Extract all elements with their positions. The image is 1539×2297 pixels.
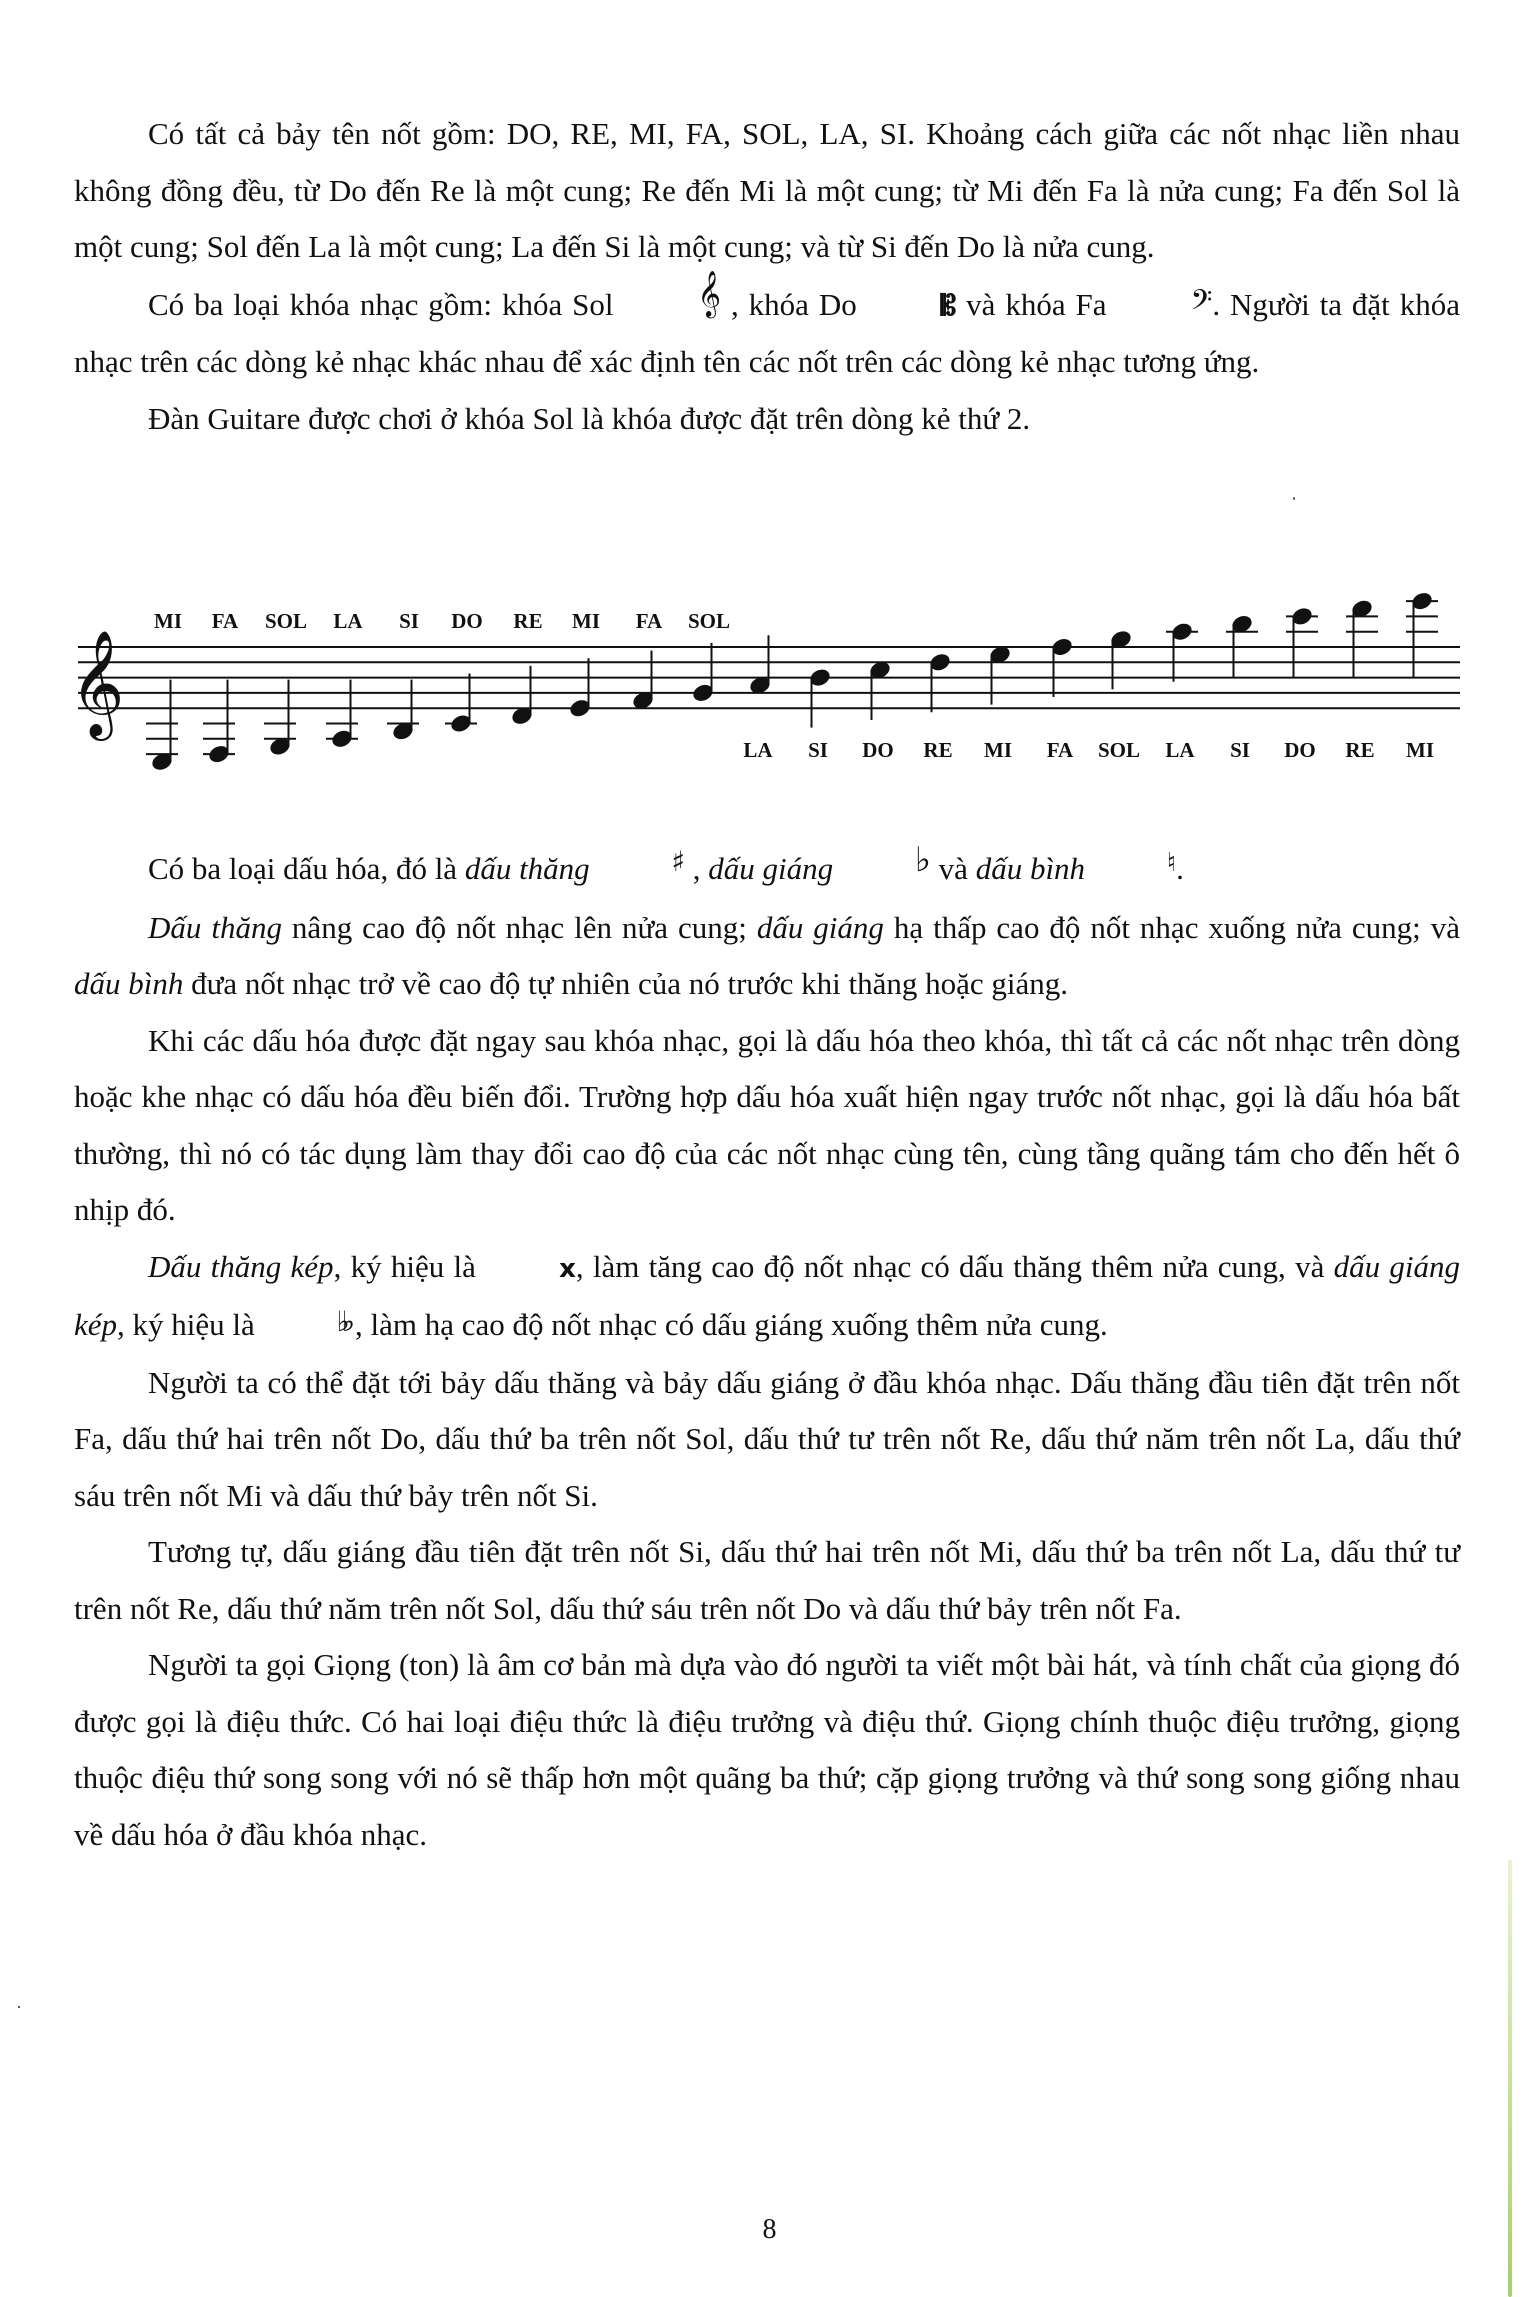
note-re xyxy=(928,651,952,712)
scan-speck xyxy=(18,2006,20,2008)
paragraph-p1 xyxy=(74,106,1460,276)
lower-note-label: DO xyxy=(862,738,894,762)
text-run: đưa nốt nhạc trở về cao độ tự nhiên của nó trước khi thăng hoặc giáng. xyxy=(183,966,1068,1001)
text-run: Đàn Guitare được chơi ở khóa Sol là khóa được đặt trên dòng kẻ thứ 2. xyxy=(148,400,1031,436)
note-sol xyxy=(264,680,296,758)
text-run: Tương tự, dấu giáng đầu tiên đặt trên nốt Si, dấu thứ hai trên nốt Mi, dấu thứ ba trên nốt La, dấu thứ tư trên nốt Re, dấu thứ năm trên nốt Sol, dấu thứ sáu trên nốt Do và dấu thứ bảy trên nốt Fa. xyxy=(74,1534,1460,1626)
upper-note-label: SI xyxy=(399,609,419,633)
text-run xyxy=(590,851,598,886)
italic-term: Dấu thăng kép xyxy=(148,1248,334,1284)
text-run: Người ta gọi Giọng (ton) là âm cơ bản mà dựa vào đó người ta viết một bài hát, và tính chất của giọng đó được gọi là điệu thức. Có hai loại điệu thức là điệu trưởng và điệu thứ. Giọng chính thuộc điệu trưởng, giọng thuộc điệu thứ song song với nó sẽ thấp hơn một quãng ba thứ; cặp giọng trưởng và thứ song song giống nhau về dấu hóa ở đầu khóa nhạc. xyxy=(74,1647,1460,1852)
italic-term: dấu giáng kép xyxy=(74,1248,1460,1342)
natural-icon: ♮ xyxy=(1166,848,1177,878)
note-si xyxy=(1226,613,1258,678)
lower-note-label: SOL xyxy=(1097,738,1141,762)
text-run: Có ba loại khóa nhạc gồm: khóa Sol xyxy=(148,286,624,322)
upper-note-label: SOL xyxy=(687,609,731,633)
text-run: và xyxy=(930,851,976,886)
sharp-icon: ♯ xyxy=(671,845,685,878)
flat-icon: ♭ xyxy=(914,840,931,880)
lower-note-label: FA xyxy=(1046,738,1074,762)
upper-note-label: FA xyxy=(635,609,663,633)
paragraph-p7 xyxy=(74,1239,1460,1355)
note-re xyxy=(510,666,534,727)
paragraph-p4 xyxy=(74,840,1460,900)
double-flat-icon: ♭♭ xyxy=(336,1305,347,1338)
text-run: , ký hiệu là xyxy=(117,1307,263,1342)
text-run: . Người ta đặt khóa nhạc trên các dòng kẻ nhạc khác nhau để xác định tên các nốt trên các dòng kẻ nhạc tương ứng. xyxy=(74,286,1460,379)
upper-note-label: DO xyxy=(451,609,483,633)
paragraph-p5 xyxy=(74,900,1460,1013)
text-run xyxy=(833,851,841,886)
text-run: hạ thấp cao độ nốt nhạc xuống nửa cung; và xyxy=(883,909,1460,945)
note-sol xyxy=(691,643,715,704)
upper-note-label: MI xyxy=(154,609,182,633)
paragraph-p3 xyxy=(74,391,1460,448)
text-run: Có tất cả bảy tên nốt gồm: DO, RE, MI, FA, SOL, LA, SI. Khoảng cách giữa các nốt nhạc liền nhau không đồng đều, từ Do đến Re là một cung; Re đến Mi là một cung; từ Mi đến Fa là nửa cung; Fa đến Sol là một cung; Sol đến La là một cung; La đến Si là một cung; và từ Si đến Do là nửa cung. xyxy=(74,116,1460,264)
note-mi xyxy=(988,644,1012,705)
note-do xyxy=(868,659,892,720)
lower-note-label: DO xyxy=(1284,738,1316,762)
italic-term: dấu bình xyxy=(975,851,1086,886)
lower-note-label: SI xyxy=(1230,738,1250,762)
text-block-bottom xyxy=(74,840,1460,1863)
text-block-top xyxy=(74,106,1460,447)
note-si xyxy=(808,667,832,728)
lower-note-label: RE xyxy=(1345,738,1375,762)
paragraph-p2 xyxy=(74,270,1460,391)
paragraph-p9 xyxy=(74,1524,1460,1637)
italic-term: dấu bình xyxy=(74,966,184,1001)
upper-note-label: FA xyxy=(211,609,239,633)
lower-note-label: LA xyxy=(743,738,773,762)
paragraph-p6 xyxy=(74,1013,1460,1239)
text-run: , làm tăng cao độ nốt nhạc có dấu thăng thêm nửa cung, và xyxy=(575,1248,1334,1284)
lower-note-label: MI xyxy=(984,738,1012,762)
text-run: , xyxy=(685,851,709,886)
italic-term: dấu giáng xyxy=(708,851,834,886)
lower-note-label: MI xyxy=(1406,738,1434,762)
note-la xyxy=(748,635,772,696)
text-run xyxy=(1085,851,1093,886)
page-edge-shadow xyxy=(1508,1860,1512,2297)
music-staff xyxy=(0,570,1539,800)
treble-clef-icon: 𝄞 xyxy=(70,629,125,736)
upper-note-label: SOL xyxy=(264,609,308,633)
paragraph-p10 xyxy=(74,1637,1460,1863)
bass-clef-icon: 𝄢 xyxy=(1190,283,1213,324)
double-sharp-icon: x xyxy=(559,1253,576,1284)
text-run: và khóa Fa xyxy=(956,286,1117,322)
text-run: Người ta có thể đặt tới bảy dấu thăng và bảy dấu giáng ở đầu khóa nhạc. Dấu thăng đầu tiên đặt trên nốt Fa, dấu thứ hai trên nốt Do, dấu thứ ba trên nốt Sol, dấu thứ tư trên nốt Re, dấu thứ năm trên nốt La, dấu thứ sáu trên nốt Mi và dấu thứ bảy trên nốt Si. xyxy=(74,1364,1460,1513)
italic-term: Dấu thăng xyxy=(148,909,282,945)
note-la xyxy=(326,680,358,750)
lower-note-label: RE xyxy=(923,738,953,762)
paragraph-p8 xyxy=(74,1355,1460,1525)
text-run: Có ba loại dấu hóa, đó là xyxy=(148,851,465,886)
lower-note-label: SI xyxy=(808,738,828,762)
note-do xyxy=(445,674,477,735)
text-run: , ký hiệu là xyxy=(333,1248,486,1284)
text-run: . xyxy=(1176,851,1184,886)
treble-clef-icon: 𝄞 xyxy=(697,270,722,317)
upper-note-label: MI xyxy=(572,609,600,633)
note-re xyxy=(1346,598,1378,678)
italic-term: dấu giáng xyxy=(756,909,884,945)
note-fa xyxy=(631,651,655,712)
note-mi xyxy=(568,658,592,719)
note-la xyxy=(1166,621,1198,682)
text-run: Khi các dấu hóa được đặt ngay sau khóa nhạc, gọi là dấu hóa theo khóa, thì tất cả các nốt nhạc trên dòng hoặc khe nhạc có dấu hóa đều biến đổi. Trường hợp dấu hóa xuất hiện ngay trước nốt nhạc, gọi là dấu hóa bất thường, thì nó có tác dụng làm thay đổi cao độ của các nốt nhạc cùng tên, cùng tầng quãng tám cho đến hết ô nhịp đó. xyxy=(74,1022,1460,1227)
note-sol xyxy=(1109,628,1133,689)
text-run: nâng cao độ nốt nhạc lên nửa cung; xyxy=(281,909,757,945)
upper-note-label: LA xyxy=(333,609,363,633)
text-run: , làm hạ cao độ nốt nhạc có dấu giáng xuống thêm nửa cung. xyxy=(354,1307,1108,1342)
upper-note-label: RE xyxy=(513,609,543,633)
note-si xyxy=(387,680,419,743)
italic-term: dấu thăng xyxy=(464,851,590,886)
note-mi xyxy=(1406,590,1438,678)
note-fa xyxy=(1050,636,1074,697)
scan-speck xyxy=(1293,497,1295,500)
alto-clef-icon: 𝄡 xyxy=(940,288,957,322)
text-run: , khóa Do xyxy=(721,286,867,322)
note-do xyxy=(1286,605,1318,677)
page-number: 8 xyxy=(762,2214,777,2245)
lower-note-label: LA xyxy=(1165,738,1195,762)
